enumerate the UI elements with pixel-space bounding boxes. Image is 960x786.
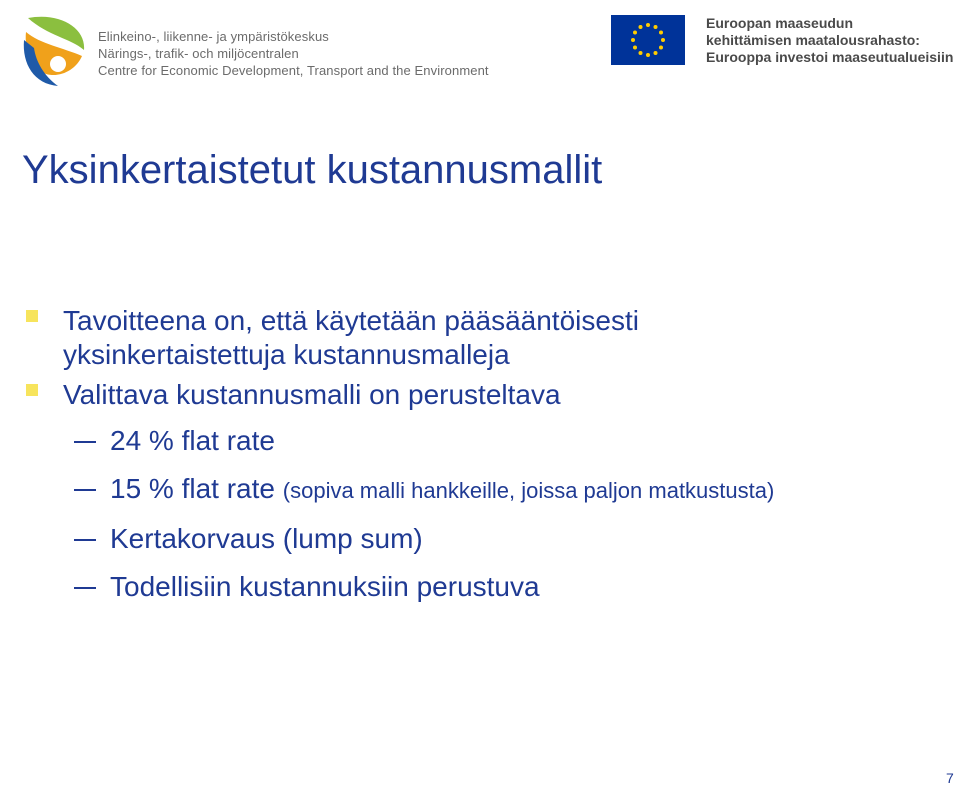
- dash-bullet-icon: [74, 489, 96, 491]
- ely-logo: [20, 14, 88, 88]
- slide-title: Yksinkertaistetut kustannusmallit: [22, 148, 603, 192]
- eu-line-3: Eurooppa investoi maaseutualueisiin: [706, 49, 954, 65]
- bullet-text: Valittava kustannusmalli on perusteltava: [63, 379, 561, 410]
- sub-bullet-text: 15 % flat rate: [110, 473, 275, 504]
- page-number: 7: [946, 770, 954, 786]
- dash-bullet-icon: [74, 539, 96, 541]
- eu-line-2: kehittämisen maatalousrahasto:: [706, 32, 920, 48]
- sub-bullet-item: [0, 522, 960, 556]
- bullet-text: Tavoitteena on, että käytetään pääsääntöisesti: [63, 305, 639, 336]
- bullet-text-cont: yksinkertaistettuja kustannusmalleja: [63, 339, 510, 370]
- sub-bullet-item: [0, 472, 960, 508]
- dash-bullet-icon: [74, 587, 96, 589]
- eu-flag-icon: [611, 15, 685, 65]
- org-name-fi: Elinkeino-, liikenne- ja ympäristökeskus: [98, 29, 329, 44]
- org-name-en: Centre for Economic Development, Transport and the Environment: [98, 63, 489, 78]
- bullet-item: [0, 304, 960, 372]
- sub-bullet-text: Kertakorvaus (lump sum): [110, 523, 423, 554]
- sub-bullet-note: (sopiva malli hankkeille, joissa paljon matkustusta): [282, 478, 775, 503]
- square-bullet-icon: [26, 384, 38, 396]
- sub-bullet-text: 24 % flat rate: [110, 425, 275, 456]
- dash-bullet-icon: [74, 441, 96, 443]
- org-name-sv: Närings-, trafik- och miljöcentralen: [98, 46, 299, 61]
- bullet-item: [0, 378, 960, 412]
- eu-line-1: Euroopan maaseudun: [706, 15, 854, 31]
- eu-fund-text: [706, 15, 953, 66]
- square-bullet-icon: [26, 310, 38, 322]
- sub-bullet-item: [0, 570, 960, 604]
- org-names: [98, 28, 489, 79]
- bullet-list: [0, 304, 960, 604]
- sub-bullet-text: Todellisiin kustannuksiin perustuva: [110, 571, 540, 602]
- sub-bullet-item: [0, 424, 960, 458]
